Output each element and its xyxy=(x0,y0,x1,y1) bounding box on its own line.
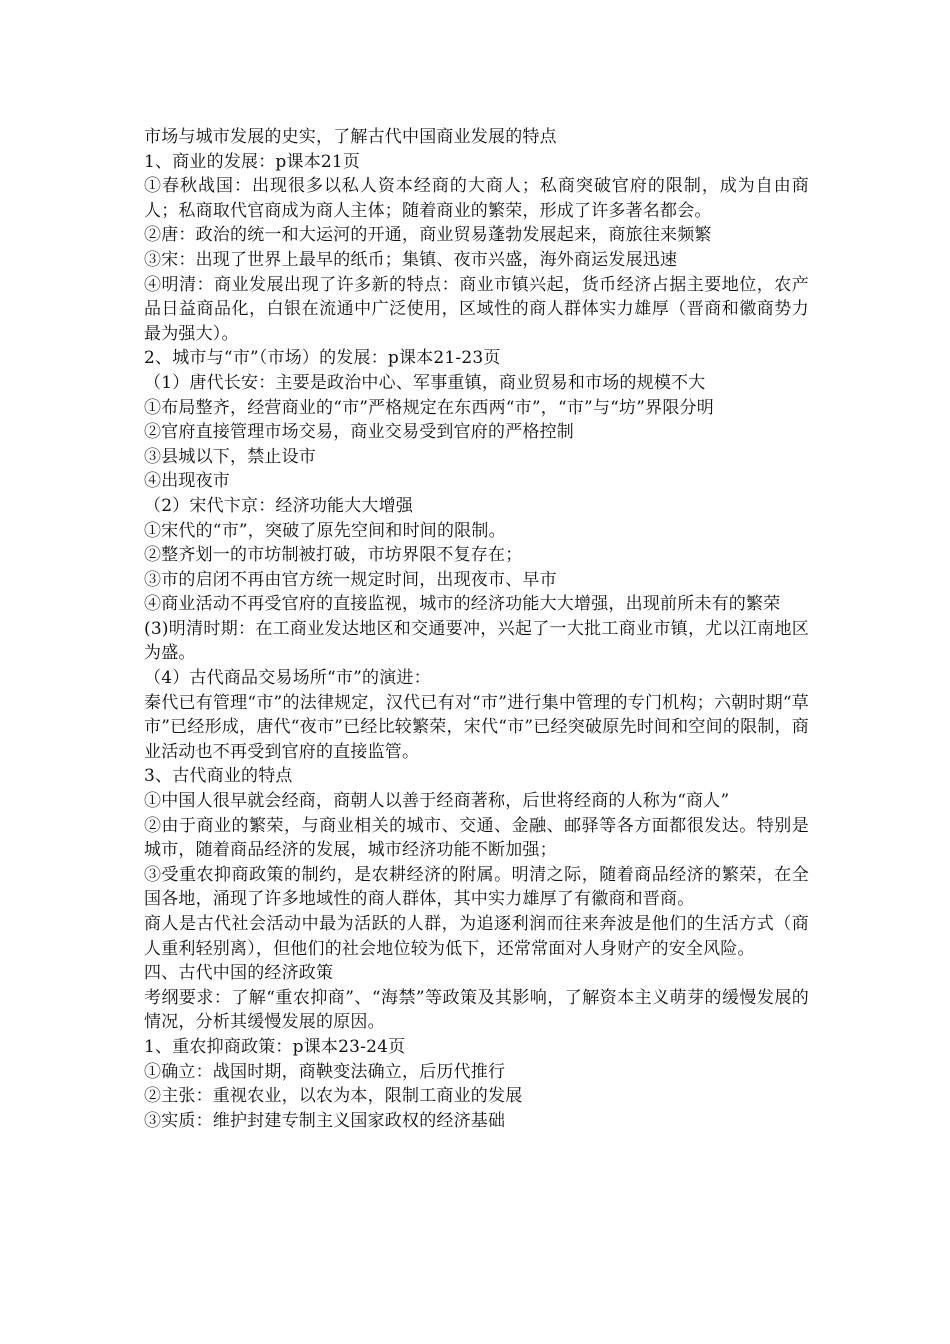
paragraph-line: ③宋：出现了世界上最早的纸币；集镇、夜市兴盛，海外商运发展迅速 xyxy=(144,249,678,270)
paragraph-line: ②整齐划一的市坊制被打破，市坊界限不复存在； xyxy=(144,545,523,566)
paragraph-line: ④明清：商业发展出现了许多新的特点：商业市镇兴起，货币经济占据主要地位，农产品日益商品化，白银在流通中广泛使用，区域性的商人群体实力雄厚（晋商和徽商势力最为强大）。 xyxy=(144,274,809,344)
subsection-heading: （1）唐代长安：主要是政治中心、军事重镇，商业贸易和市场的规模不大 xyxy=(144,372,706,393)
paragraph-line: ①宋代的“市”，突破了原先空间和时间的限制。 xyxy=(144,520,506,541)
section-heading: 1、商业的发展：p课本21页 xyxy=(144,151,361,172)
section-heading: 1、重农抑商政策：p课本23-24页 xyxy=(144,1036,406,1057)
section-heading: 3、古代商业的特点 xyxy=(144,766,293,787)
paragraph-line: 商人是古代社会活动中最为活跃的人群，为追逐利润而往来奔波是他们的生活方式（商人重利轻别离），但他们的社会地位较为低下，还常常面对人身财产的安全风险。 xyxy=(144,914,809,959)
document-body xyxy=(144,125,809,1133)
paragraph-line: ②主张：重视农业，以农为本，限制工商业的发展 xyxy=(144,1086,523,1107)
paragraph-line: ①布局整齐，经营商业的“市”严格规定在东西两“市”，“市”与“坊”界限分明 xyxy=(144,397,714,418)
chapter-heading: 四、古代中国的经济政策 xyxy=(144,963,334,984)
paragraph-line: 秦代已有管理“市”的法律规定，汉代已有对“市”进行集中管理的专门机构；六朝时期“草市”已经形成，唐代“夜市”已经比较繁荣，宋代“市”已经突破原先时间和空间的限制，商业活动也不再受到官府的直接监管。 xyxy=(144,692,809,762)
syllabus-requirement: 考纲要求：了解“重农抑商”、“海禁”等政策及其影响，了解资本主义萌芽的缓慢发展的情况，分析其缓慢发展的原因。 xyxy=(144,987,809,1033)
paragraph-line: ①确立：战国时期，商鞅变法确立，后历代推行 xyxy=(144,1061,506,1082)
subsection-heading: （4）古代商品交易场所“市”的演进： xyxy=(144,668,431,689)
paragraph-line: ③受重农抑商政策的制约，是农耕经济的附属。明清之际，随着商品经济的繁荣，在全国各地，涌现了许多地域性的商人群体，其中实力雄厚了有徽商和晋商。 xyxy=(144,864,809,910)
paragraph-line: ①春秋战国：出现很多以私人资本经商的大商人；私商突破官府的限制，成为自由商人；私商取代官商成为商人主体；随着商业的繁荣，形成了许多著名都会。 xyxy=(144,176,809,221)
paragraph-line: ③县城以下，禁止设市 xyxy=(144,446,316,467)
paragraph-line: ④出现夜市 xyxy=(144,471,230,492)
subsection-heading: (3)明清时期：在工商业发达地区和交通要冲，兴起了一大批工商业市镇，尤以江南地区为盛。 xyxy=(144,618,809,664)
paragraph-line: ②官府直接管理市场交易，商业交易受到官府的严格控制 xyxy=(144,422,574,443)
intro-line: 市场与城市发展的史实，了解古代中国商业发展的特点 xyxy=(144,127,557,147)
paragraph-line: ③实质：维护封建专制主义国家政权的经济基础 xyxy=(144,1110,506,1131)
paragraph-line: ④商业活动不再受官府的直接监视，城市的经济功能大大增强，出现前所未有的繁荣 xyxy=(144,594,781,615)
subsection-heading: （2）宋代卞京：经济功能大大增强 xyxy=(144,495,414,516)
paragraph-line: ②由于商业的繁荣，与商业相关的城市、交通、金融、邮驿等各方面都很发达。特别是城市，随着商品经济的发展，城市经济功能不断加强； xyxy=(144,815,809,861)
paragraph-line: ①中国人很早就会经商，商朝人以善于经商著称，后世将经商的人称为“商人” xyxy=(144,791,730,812)
paragraph-line: ③市的启闭不再由官方统一规定时间，出现夜市、早市 xyxy=(144,569,557,590)
section-heading: 2、城市与“市”（市场）的发展：p课本21-23页 xyxy=(144,348,501,369)
paragraph-line: ②唐：政治的统一和大运河的开通，商业贸易蓬勃发展起来，商旅往来频繁 xyxy=(144,225,712,246)
